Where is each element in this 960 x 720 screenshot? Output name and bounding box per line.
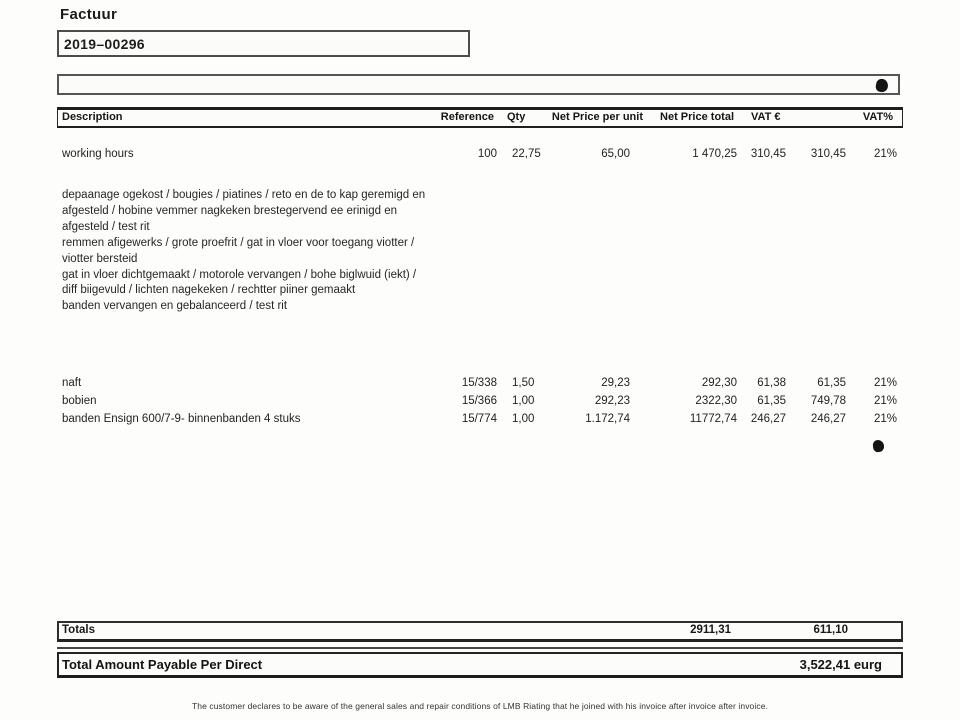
invoice-number: 2019–00296	[64, 36, 145, 52]
work-description-line: viotter bersteid	[62, 252, 138, 265]
work-description-line: diff biigevuld / lichten nagekeken / rechtter piiner gemaakt	[62, 284, 356, 297]
table-row-net-total: 11772,74	[689, 413, 737, 425]
work-description-line: afgesteld / hobine vemmer nagkeken brestegervend ee erinigd en	[62, 204, 397, 217]
table-row-description: banden Ensign 600/7-9- binnenbanden 4 stuks	[62, 413, 301, 425]
invoice-number-field	[57, 30, 470, 57]
table-row-unit-price: 65,00	[601, 148, 630, 160]
column-header-net-total: Net Price total	[660, 111, 734, 123]
column-header-qty: Qty	[507, 111, 526, 123]
table-row-vat-pct: 21%	[873, 148, 897, 160]
table-row-unit-price: 29,23	[601, 377, 630, 389]
page-title: Factuur	[60, 6, 118, 23]
conditions-note: The customer declares to be aware of the general sales and repair conditions of LMB Riating that he joined with his invoice after invoice after invoice.	[191, 701, 769, 711]
table-row-description: bobien	[62, 395, 97, 407]
table-row-vat-pct: 21%	[873, 377, 897, 389]
ink-blot-icon	[875, 78, 889, 93]
column-header-description: Description	[62, 111, 123, 123]
table-row-vat1: 310,45	[750, 148, 786, 160]
column-header-vat-pct: VAT%	[862, 111, 893, 123]
totals-label: Totals	[62, 624, 96, 636]
work-description-line: afgesteld / test rit	[62, 220, 150, 233]
table-row-net-total: 292,30	[701, 377, 737, 389]
table-row-vat1: 61,38	[757, 377, 786, 389]
table-row-reference: 15/366	[461, 395, 497, 407]
table-row-net-total: 2322,30	[695, 395, 737, 407]
column-header-vat: VAT €	[751, 111, 781, 123]
table-row-vat2: 61,35	[817, 377, 846, 389]
work-description-block	[62, 188, 502, 315]
empty-reference-field	[57, 74, 900, 95]
ink-blot-icon	[872, 439, 885, 452]
table-row-vat2: 246,27	[810, 413, 846, 425]
table-row-description: working hours	[62, 148, 134, 160]
work-description-line: remmen afigewerks / grote proefrit / gat in vloer voor toegang viotter /	[62, 236, 415, 249]
table-row-vat2: 749,78	[810, 395, 846, 407]
totals-net-amount: 2911,31	[690, 624, 731, 636]
table-row-vat1: 246,27	[750, 413, 786, 425]
table-row-description: naft	[62, 377, 82, 389]
table-row-qty: 1,50	[512, 377, 535, 389]
work-description-line: depaanage ogekost / bougies / piatines / reto en de to kap geremigd en	[62, 189, 426, 201]
table-row-qty: 1,00	[512, 395, 535, 407]
work-description-line: banden vervangen en gebalanceerd / test rit	[62, 300, 288, 313]
table-row-qty: 1,00	[512, 413, 535, 425]
totals-vat-amount: 611,10	[813, 624, 848, 636]
grand-total-label: Total Amount Payable Per Direct	[62, 657, 263, 672]
divider	[57, 647, 903, 649]
table-row-net-total: 1 470,25	[692, 148, 737, 160]
table-row-reference: 100	[477, 148, 497, 160]
table-row-unit-price: 292,23	[594, 395, 630, 407]
work-description-line: gat in vloer dichtgemaakt / motorole vervangen / bohe biglwuid (iekt) /	[62, 268, 417, 281]
table-row-reference: 15/338	[461, 377, 497, 389]
table-row-vat-pct: 21%	[873, 413, 897, 425]
column-header-unit-price: Net Price per unit	[551, 111, 643, 123]
table-row-qty: 22,75	[512, 148, 541, 160]
grand-total-amount: 3,522,41 eurg	[799, 657, 882, 672]
table-row-vat1: 61,35	[757, 395, 786, 407]
table-row-unit-price: 1.172,74	[585, 413, 630, 425]
totals-bar	[57, 621, 903, 642]
table-row-reference: 15/774	[461, 413, 497, 425]
column-header-reference: Reference	[440, 111, 494, 123]
table-row-vat-pct: 21%	[873, 395, 897, 407]
table-row-vat2: 310,45	[810, 148, 846, 160]
